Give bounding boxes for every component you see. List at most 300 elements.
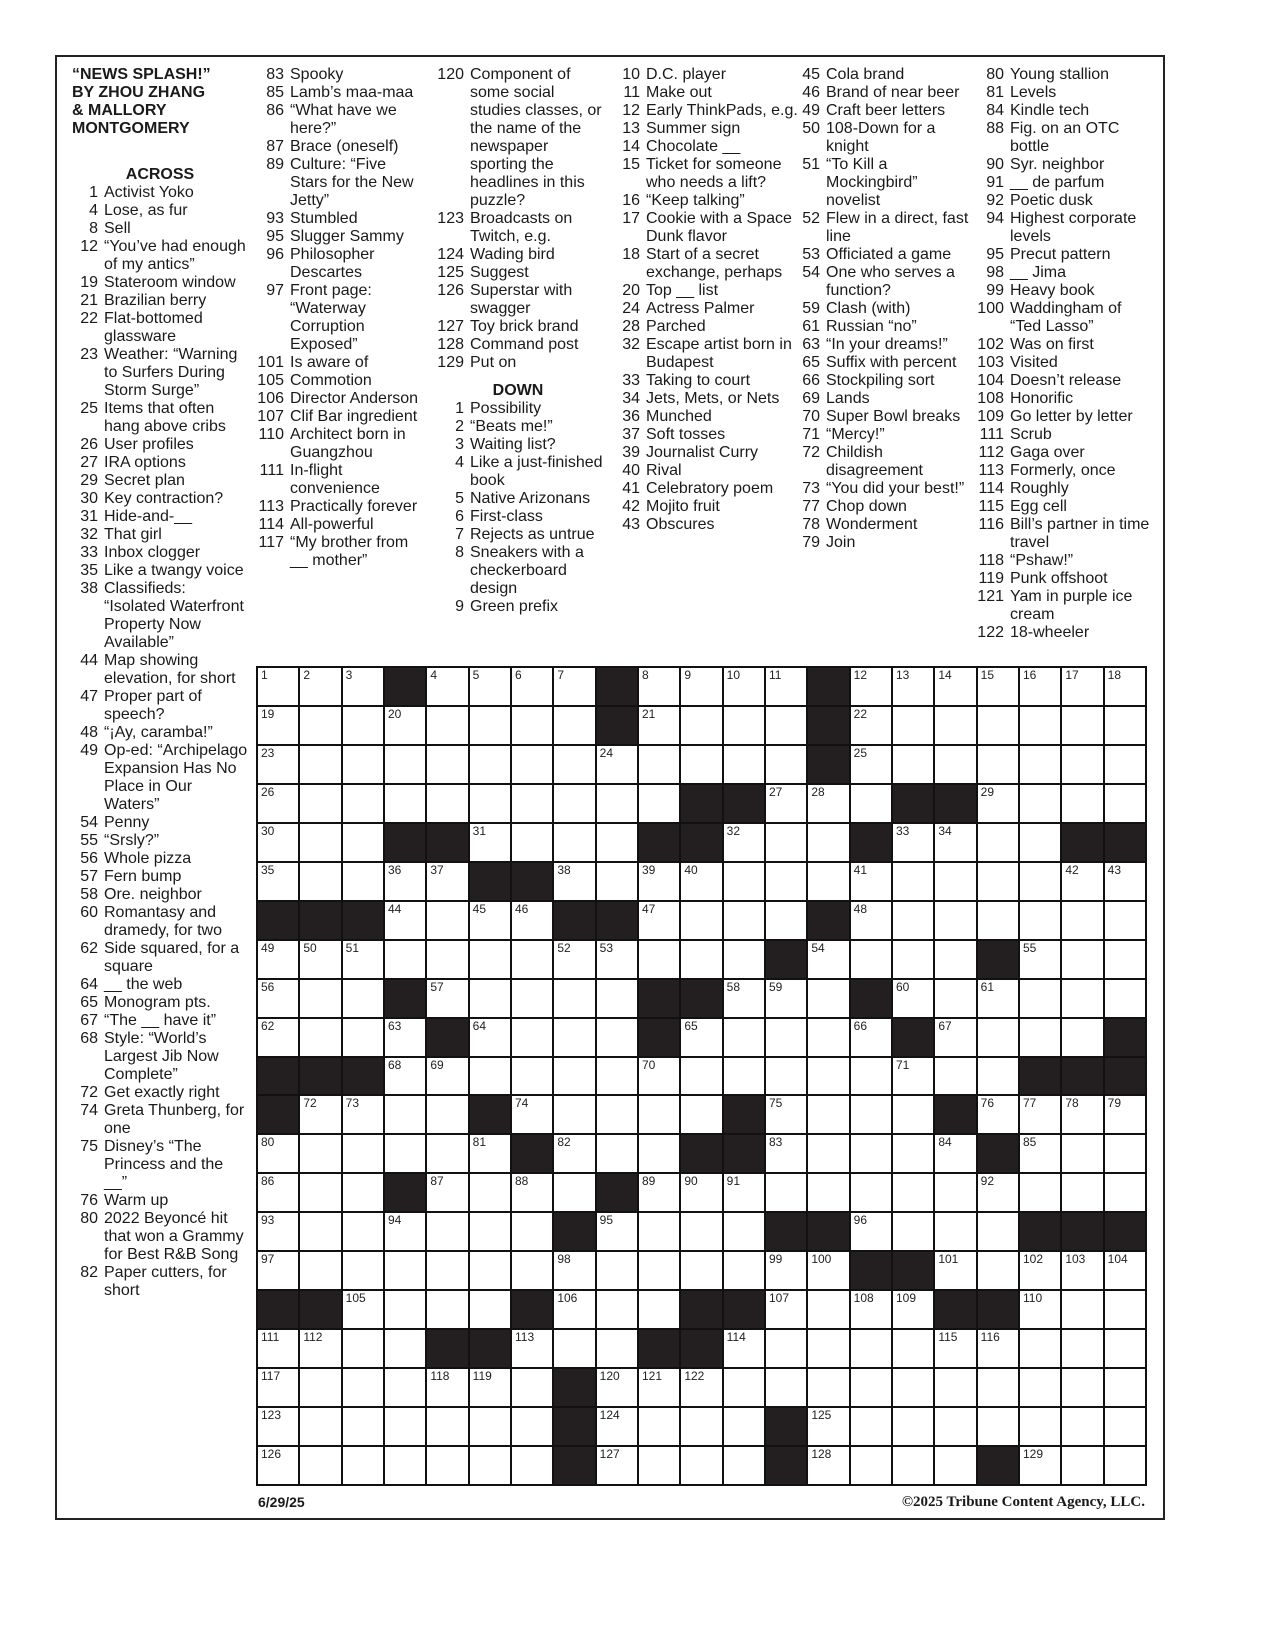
grid-cell[interactable] bbox=[978, 1019, 1018, 1056]
grid-cell[interactable] bbox=[343, 980, 383, 1017]
grid-cell[interactable] bbox=[385, 785, 425, 822]
grid-cell[interactable] bbox=[385, 1252, 425, 1289]
grid-cell[interactable] bbox=[766, 707, 806, 744]
grid-cell[interactable] bbox=[300, 1174, 340, 1211]
grid-cell[interactable] bbox=[1020, 785, 1060, 822]
grid-cell[interactable] bbox=[427, 1135, 467, 1172]
grid-cell[interactable] bbox=[427, 980, 467, 1017]
grid-cell[interactable] bbox=[766, 1135, 806, 1172]
grid-cell[interactable] bbox=[427, 1291, 467, 1328]
grid-cell[interactable] bbox=[639, 1213, 679, 1250]
grid-cell[interactable] bbox=[935, 1058, 975, 1095]
grid-cell[interactable] bbox=[1062, 1291, 1102, 1328]
grid-cell[interactable] bbox=[978, 1252, 1018, 1289]
grid-cell[interactable] bbox=[1020, 863, 1060, 900]
grid-cell[interactable] bbox=[851, 863, 891, 900]
grid-cell[interactable] bbox=[1105, 785, 1145, 822]
grid-cell[interactable] bbox=[385, 1330, 425, 1367]
grid-cell[interactable] bbox=[1062, 668, 1102, 705]
grid-cell[interactable] bbox=[766, 785, 806, 822]
grid-cell[interactable] bbox=[1105, 1369, 1145, 1406]
grid-cell[interactable] bbox=[978, 863, 1018, 900]
grid-cell[interactable] bbox=[978, 902, 1018, 939]
grid-cell[interactable] bbox=[343, 824, 383, 861]
grid-cell[interactable] bbox=[385, 1408, 425, 1445]
grid-cell[interactable] bbox=[300, 1369, 340, 1406]
grid-cell[interactable] bbox=[724, 941, 764, 978]
grid-cell[interactable] bbox=[1020, 1291, 1060, 1328]
grid-cell[interactable] bbox=[512, 1019, 552, 1056]
grid-cell[interactable] bbox=[1020, 707, 1060, 744]
grid-cell[interactable] bbox=[978, 785, 1018, 822]
grid-cell[interactable] bbox=[597, 1213, 637, 1250]
grid-cell[interactable] bbox=[427, 1252, 467, 1289]
grid-cell[interactable] bbox=[385, 902, 425, 939]
grid-cell[interactable] bbox=[978, 980, 1018, 1017]
grid-cell[interactable] bbox=[893, 980, 933, 1017]
grid-cell[interactable] bbox=[1062, 1408, 1102, 1445]
grid-cell[interactable] bbox=[893, 1096, 933, 1133]
grid-cell[interactable] bbox=[258, 746, 298, 783]
grid-cell[interactable] bbox=[385, 1019, 425, 1056]
grid-cell[interactable] bbox=[1105, 980, 1145, 1017]
grid-cell[interactable] bbox=[597, 746, 637, 783]
grid-cell[interactable] bbox=[554, 746, 594, 783]
grid-cell[interactable] bbox=[1020, 1252, 1060, 1289]
grid-cell[interactable] bbox=[554, 1174, 594, 1211]
grid-cell[interactable] bbox=[1062, 1369, 1102, 1406]
grid-cell[interactable] bbox=[385, 1058, 425, 1095]
grid-cell[interactable] bbox=[343, 941, 383, 978]
grid-cell[interactable] bbox=[343, 707, 383, 744]
grid-cell[interactable] bbox=[427, 1369, 467, 1406]
grid-cell[interactable] bbox=[808, 980, 848, 1017]
grid-cell[interactable] bbox=[258, 863, 298, 900]
grid-cell[interactable] bbox=[300, 941, 340, 978]
grid-cell[interactable] bbox=[597, 941, 637, 978]
grid-cell[interactable] bbox=[681, 863, 721, 900]
grid-cell[interactable] bbox=[597, 1058, 637, 1095]
grid-cell[interactable] bbox=[1062, 785, 1102, 822]
grid-cell[interactable] bbox=[300, 1330, 340, 1367]
grid-cell[interactable] bbox=[470, 1369, 510, 1406]
grid-cell[interactable] bbox=[724, 1369, 764, 1406]
grid-cell[interactable] bbox=[470, 1447, 510, 1484]
grid-cell[interactable] bbox=[512, 1330, 552, 1367]
grid-cell[interactable] bbox=[766, 1019, 806, 1056]
grid-cell[interactable] bbox=[470, 1213, 510, 1250]
grid-cell[interactable] bbox=[808, 1369, 848, 1406]
grid-cell[interactable] bbox=[300, 980, 340, 1017]
grid-cell[interactable] bbox=[427, 785, 467, 822]
grid-cell[interactable] bbox=[1020, 1330, 1060, 1367]
grid-cell[interactable] bbox=[512, 746, 552, 783]
grid-cell[interactable] bbox=[724, 980, 764, 1017]
grid-cell[interactable] bbox=[1020, 668, 1060, 705]
grid-cell[interactable] bbox=[1105, 1096, 1145, 1133]
grid-cell[interactable] bbox=[385, 707, 425, 744]
grid-cell[interactable] bbox=[1062, 1135, 1102, 1172]
grid-cell[interactable] bbox=[343, 1330, 383, 1367]
grid-cell[interactable] bbox=[300, 746, 340, 783]
grid-cell[interactable] bbox=[639, 707, 679, 744]
grid-cell[interactable] bbox=[893, 863, 933, 900]
grid-cell[interactable] bbox=[808, 824, 848, 861]
grid-cell[interactable] bbox=[554, 785, 594, 822]
grid-cell[interactable] bbox=[766, 863, 806, 900]
grid-cell[interactable] bbox=[851, 785, 891, 822]
grid-cell[interactable] bbox=[1062, 1174, 1102, 1211]
grid-cell[interactable] bbox=[1105, 707, 1145, 744]
grid-cell[interactable] bbox=[470, 1408, 510, 1445]
grid-cell[interactable] bbox=[385, 941, 425, 978]
grid-cell[interactable] bbox=[470, 1019, 510, 1056]
grid-cell[interactable] bbox=[512, 785, 552, 822]
grid-cell[interactable] bbox=[1105, 1447, 1145, 1484]
grid-cell[interactable] bbox=[1105, 1174, 1145, 1211]
grid-cell[interactable] bbox=[851, 1369, 891, 1406]
grid-cell[interactable] bbox=[554, 1330, 594, 1367]
grid-cell[interactable] bbox=[681, 1369, 721, 1406]
grid-cell[interactable] bbox=[1062, 1019, 1102, 1056]
grid-cell[interactable] bbox=[258, 941, 298, 978]
grid-cell[interactable] bbox=[808, 1447, 848, 1484]
grid-cell[interactable] bbox=[639, 941, 679, 978]
grid-cell[interactable] bbox=[258, 707, 298, 744]
grid-cell[interactable] bbox=[1062, 902, 1102, 939]
grid-cell[interactable] bbox=[1105, 941, 1145, 978]
grid-cell[interactable] bbox=[597, 1252, 637, 1289]
grid-cell[interactable] bbox=[385, 1096, 425, 1133]
grid-cell[interactable] bbox=[427, 746, 467, 783]
grid-cell[interactable] bbox=[639, 1096, 679, 1133]
grid-cell[interactable] bbox=[1105, 1252, 1145, 1289]
grid-cell[interactable] bbox=[470, 668, 510, 705]
grid-cell[interactable] bbox=[427, 902, 467, 939]
grid-cell[interactable] bbox=[766, 1096, 806, 1133]
grid-cell[interactable] bbox=[258, 1174, 298, 1211]
grid-cell[interactable] bbox=[554, 941, 594, 978]
grid-cell[interactable] bbox=[724, 1174, 764, 1211]
grid-cell[interactable] bbox=[639, 1291, 679, 1328]
grid-cell[interactable] bbox=[427, 1096, 467, 1133]
grid-cell[interactable] bbox=[554, 1019, 594, 1056]
grid-cell[interactable] bbox=[893, 1369, 933, 1406]
grid-cell[interactable] bbox=[1105, 1291, 1145, 1328]
grid-cell[interactable] bbox=[681, 1447, 721, 1484]
grid-cell[interactable] bbox=[1105, 1408, 1145, 1445]
grid-cell[interactable] bbox=[597, 1408, 637, 1445]
grid-cell[interactable] bbox=[300, 668, 340, 705]
grid-cell[interactable] bbox=[554, 863, 594, 900]
grid-cell[interactable] bbox=[300, 707, 340, 744]
grid-cell[interactable] bbox=[1062, 941, 1102, 978]
grid-cell[interactable] bbox=[1105, 1135, 1145, 1172]
grid-cell[interactable] bbox=[427, 1213, 467, 1250]
grid-cell[interactable] bbox=[978, 824, 1018, 861]
grid-cell[interactable] bbox=[258, 1213, 298, 1250]
grid-cell[interactable] bbox=[681, 707, 721, 744]
grid-cell[interactable] bbox=[808, 1019, 848, 1056]
grid-cell[interactable] bbox=[597, 863, 637, 900]
grid-cell[interactable] bbox=[258, 1447, 298, 1484]
grid-cell[interactable] bbox=[1020, 1174, 1060, 1211]
grid-cell[interactable] bbox=[512, 668, 552, 705]
grid-cell[interactable] bbox=[470, 824, 510, 861]
grid-cell[interactable] bbox=[808, 863, 848, 900]
grid-cell[interactable] bbox=[597, 1096, 637, 1133]
grid-cell[interactable] bbox=[597, 1369, 637, 1406]
grid-cell[interactable] bbox=[935, 1019, 975, 1056]
grid-cell[interactable] bbox=[470, 785, 510, 822]
grid-cell[interactable] bbox=[512, 1369, 552, 1406]
grid-cell[interactable] bbox=[427, 668, 467, 705]
grid-cell[interactable] bbox=[851, 1408, 891, 1445]
grid-cell[interactable] bbox=[681, 668, 721, 705]
grid-cell[interactable] bbox=[1105, 1330, 1145, 1367]
grid-cell[interactable] bbox=[935, 668, 975, 705]
grid-cell[interactable] bbox=[300, 824, 340, 861]
grid-cell[interactable] bbox=[300, 1252, 340, 1289]
grid-cell[interactable] bbox=[935, 707, 975, 744]
grid-cell[interactable] bbox=[1020, 746, 1060, 783]
grid-cell[interactable] bbox=[554, 824, 594, 861]
grid-cell[interactable] bbox=[978, 707, 1018, 744]
grid-cell[interactable] bbox=[597, 1291, 637, 1328]
grid-cell[interactable] bbox=[258, 668, 298, 705]
grid-cell[interactable] bbox=[1062, 746, 1102, 783]
grid-cell[interactable] bbox=[639, 1369, 679, 1406]
grid-cell[interactable] bbox=[935, 1447, 975, 1484]
grid-cell[interactable] bbox=[258, 1369, 298, 1406]
grid-cell[interactable] bbox=[258, 1330, 298, 1367]
grid-cell[interactable] bbox=[427, 1447, 467, 1484]
grid-cell[interactable] bbox=[978, 1174, 1018, 1211]
grid-cell[interactable] bbox=[808, 1291, 848, 1328]
grid-cell[interactable] bbox=[300, 1447, 340, 1484]
grid-cell[interactable] bbox=[427, 1058, 467, 1095]
grid-cell[interactable] bbox=[1062, 863, 1102, 900]
grid-cell[interactable] bbox=[1020, 941, 1060, 978]
grid-cell[interactable] bbox=[512, 1058, 552, 1095]
grid-cell[interactable] bbox=[851, 1135, 891, 1172]
grid-cell[interactable] bbox=[681, 1019, 721, 1056]
grid-cell[interactable] bbox=[639, 746, 679, 783]
grid-cell[interactable] bbox=[639, 785, 679, 822]
grid-cell[interactable] bbox=[681, 1213, 721, 1250]
grid-cell[interactable] bbox=[1020, 1408, 1060, 1445]
grid-cell[interactable] bbox=[512, 1447, 552, 1484]
grid-cell[interactable] bbox=[851, 1058, 891, 1095]
grid-cell[interactable] bbox=[1062, 1447, 1102, 1484]
grid-cell[interactable] bbox=[935, 980, 975, 1017]
grid-cell[interactable] bbox=[935, 902, 975, 939]
grid-cell[interactable] bbox=[681, 1058, 721, 1095]
grid-cell[interactable] bbox=[808, 1096, 848, 1133]
grid-cell[interactable] bbox=[724, 668, 764, 705]
grid-cell[interactable] bbox=[343, 785, 383, 822]
grid-cell[interactable] bbox=[343, 1174, 383, 1211]
grid-cell[interactable] bbox=[978, 1369, 1018, 1406]
grid-cell[interactable] bbox=[554, 1252, 594, 1289]
grid-cell[interactable] bbox=[851, 746, 891, 783]
grid-cell[interactable] bbox=[1062, 1330, 1102, 1367]
grid-cell[interactable] bbox=[258, 785, 298, 822]
grid-cell[interactable] bbox=[851, 668, 891, 705]
grid-cell[interactable] bbox=[681, 1096, 721, 1133]
grid-cell[interactable] bbox=[808, 785, 848, 822]
grid-cell[interactable] bbox=[1020, 1447, 1060, 1484]
grid-cell[interactable] bbox=[512, 1252, 552, 1289]
grid-cell[interactable] bbox=[724, 824, 764, 861]
grid-cell[interactable] bbox=[978, 1058, 1018, 1095]
grid-cell[interactable] bbox=[512, 824, 552, 861]
grid-cell[interactable] bbox=[1020, 1019, 1060, 1056]
grid-cell[interactable] bbox=[851, 941, 891, 978]
grid-cell[interactable] bbox=[1062, 707, 1102, 744]
grid-cell[interactable] bbox=[343, 746, 383, 783]
grid-cell[interactable] bbox=[935, 746, 975, 783]
grid-cell[interactable] bbox=[639, 1135, 679, 1172]
grid-cell[interactable] bbox=[935, 1174, 975, 1211]
grid-cell[interactable] bbox=[724, 902, 764, 939]
grid-cell[interactable] bbox=[385, 1447, 425, 1484]
grid-cell[interactable] bbox=[385, 1291, 425, 1328]
grid-cell[interactable] bbox=[978, 1096, 1018, 1133]
grid-cell[interactable] bbox=[300, 1213, 340, 1250]
grid-cell[interactable] bbox=[512, 941, 552, 978]
grid-cell[interactable] bbox=[258, 1135, 298, 1172]
grid-cell[interactable] bbox=[470, 1252, 510, 1289]
grid-cell[interactable] bbox=[343, 1096, 383, 1133]
grid-cell[interactable] bbox=[766, 1330, 806, 1367]
grid-cell[interactable] bbox=[851, 1213, 891, 1250]
grid-cell[interactable] bbox=[470, 902, 510, 939]
grid-cell[interactable] bbox=[681, 1408, 721, 1445]
grid-cell[interactable] bbox=[681, 902, 721, 939]
grid-cell[interactable] bbox=[724, 746, 764, 783]
grid-cell[interactable] bbox=[935, 1408, 975, 1445]
grid-cell[interactable] bbox=[427, 707, 467, 744]
grid-cell[interactable] bbox=[427, 1408, 467, 1445]
grid-cell[interactable] bbox=[808, 1174, 848, 1211]
grid-cell[interactable] bbox=[851, 707, 891, 744]
grid-cell[interactable] bbox=[470, 707, 510, 744]
grid-cell[interactable] bbox=[766, 1252, 806, 1289]
grid-cell[interactable] bbox=[597, 824, 637, 861]
grid-cell[interactable] bbox=[512, 902, 552, 939]
grid-cell[interactable] bbox=[1062, 1252, 1102, 1289]
grid-cell[interactable] bbox=[1020, 1369, 1060, 1406]
grid-cell[interactable] bbox=[978, 1213, 1018, 1250]
grid-cell[interactable] bbox=[935, 1369, 975, 1406]
grid-cell[interactable] bbox=[893, 1447, 933, 1484]
grid-cell[interactable] bbox=[808, 1408, 848, 1445]
grid-cell[interactable] bbox=[512, 1408, 552, 1445]
grid-cell[interactable] bbox=[427, 941, 467, 978]
grid-cell[interactable] bbox=[597, 1447, 637, 1484]
grid-cell[interactable] bbox=[681, 1252, 721, 1289]
grid-cell[interactable] bbox=[893, 1058, 933, 1095]
grid-cell[interactable] bbox=[851, 1447, 891, 1484]
grid-cell[interactable] bbox=[512, 1096, 552, 1133]
grid-cell[interactable] bbox=[343, 1447, 383, 1484]
grid-cell[interactable] bbox=[343, 1252, 383, 1289]
grid-cell[interactable] bbox=[639, 1447, 679, 1484]
grid-cell[interactable] bbox=[385, 746, 425, 783]
grid-cell[interactable] bbox=[343, 1408, 383, 1445]
grid-cell[interactable] bbox=[554, 1291, 594, 1328]
grid-cell[interactable] bbox=[681, 1174, 721, 1211]
grid-cell[interactable] bbox=[851, 1330, 891, 1367]
grid-cell[interactable] bbox=[808, 1135, 848, 1172]
grid-cell[interactable] bbox=[470, 980, 510, 1017]
grid-cell[interactable] bbox=[639, 668, 679, 705]
grid-cell[interactable] bbox=[639, 902, 679, 939]
grid-cell[interactable] bbox=[258, 980, 298, 1017]
grid-cell[interactable] bbox=[808, 1252, 848, 1289]
grid-cell[interactable] bbox=[766, 824, 806, 861]
grid-cell[interactable] bbox=[554, 980, 594, 1017]
grid-cell[interactable] bbox=[554, 1096, 594, 1133]
grid-cell[interactable] bbox=[1105, 902, 1145, 939]
grid-cell[interactable] bbox=[766, 746, 806, 783]
grid-cell[interactable] bbox=[1020, 902, 1060, 939]
grid-cell[interactable] bbox=[300, 785, 340, 822]
grid-cell[interactable] bbox=[300, 1408, 340, 1445]
grid-cell[interactable] bbox=[512, 1213, 552, 1250]
grid-cell[interactable] bbox=[851, 1291, 891, 1328]
grid-cell[interactable] bbox=[343, 668, 383, 705]
grid-cell[interactable] bbox=[385, 1369, 425, 1406]
grid-cell[interactable] bbox=[1020, 1096, 1060, 1133]
grid-cell[interactable] bbox=[512, 980, 552, 1017]
grid-cell[interactable] bbox=[470, 1058, 510, 1095]
grid-cell[interactable] bbox=[766, 980, 806, 1017]
grid-cell[interactable] bbox=[935, 1330, 975, 1367]
grid-cell[interactable] bbox=[300, 863, 340, 900]
grid-cell[interactable] bbox=[724, 707, 764, 744]
grid-cell[interactable] bbox=[385, 863, 425, 900]
grid-cell[interactable] bbox=[935, 1135, 975, 1172]
grid-cell[interactable] bbox=[893, 1291, 933, 1328]
grid-cell[interactable] bbox=[512, 1174, 552, 1211]
grid-cell[interactable] bbox=[766, 1369, 806, 1406]
grid-cell[interactable] bbox=[724, 1447, 764, 1484]
grid-cell[interactable] bbox=[343, 863, 383, 900]
grid-cell[interactable] bbox=[1062, 1096, 1102, 1133]
grid-cell[interactable] bbox=[470, 1174, 510, 1211]
grid-cell[interactable] bbox=[385, 1213, 425, 1250]
grid-cell[interactable] bbox=[851, 1174, 891, 1211]
grid-cell[interactable] bbox=[1020, 980, 1060, 1017]
grid-cell[interactable] bbox=[1020, 1135, 1060, 1172]
grid-cell[interactable] bbox=[597, 1330, 637, 1367]
grid-cell[interactable] bbox=[1062, 980, 1102, 1017]
grid-cell[interactable] bbox=[597, 1019, 637, 1056]
grid-cell[interactable] bbox=[639, 1252, 679, 1289]
grid-cell[interactable] bbox=[1020, 824, 1060, 861]
grid-cell[interactable] bbox=[639, 1408, 679, 1445]
grid-cell[interactable] bbox=[724, 1330, 764, 1367]
grid-cell[interactable] bbox=[893, 824, 933, 861]
grid-cell[interactable] bbox=[935, 1213, 975, 1250]
grid-cell[interactable] bbox=[724, 1213, 764, 1250]
grid-cell[interactable] bbox=[343, 1291, 383, 1328]
grid-cell[interactable] bbox=[470, 746, 510, 783]
grid-cell[interactable] bbox=[893, 707, 933, 744]
grid-cell[interactable] bbox=[935, 1252, 975, 1289]
